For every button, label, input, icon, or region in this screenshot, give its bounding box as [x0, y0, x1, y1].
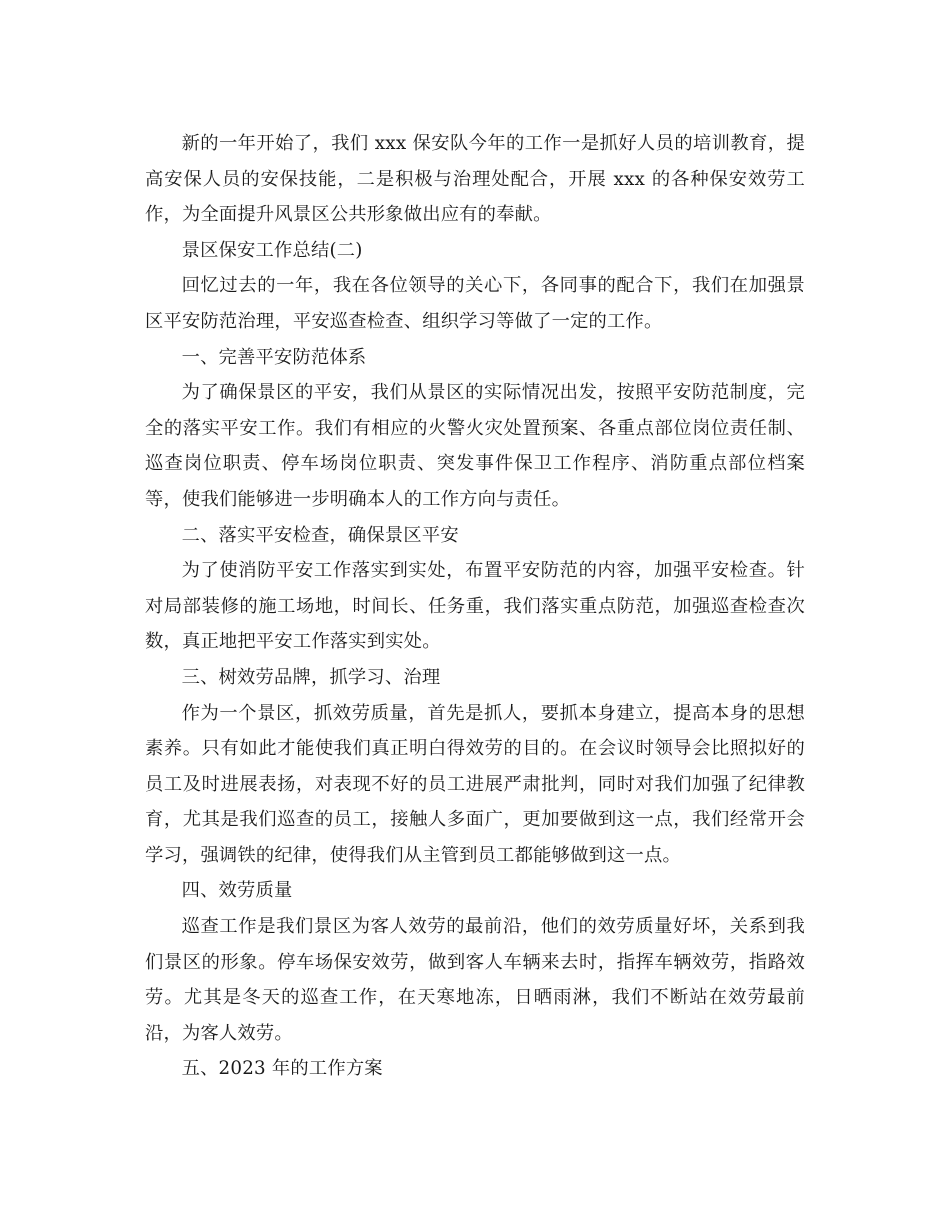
section-title: 景区保安工作总结(二)	[181, 239, 363, 261]
paragraph-1: 为了确保景区的平安，我们从景区的实际情况出发，按照平安防范制度，完全的落实平安工作。我们有相应的火警火灾处置预案、各重点部位岗位责任制、巡查岗位职责、停车场岗位职责、突发事件保卫工作程序、消防重点部位档案等，使我们能够进一步明确本人的工作方向与责任。	[145, 382, 805, 510]
heading-2: 二、落实平安检查，确保景区平安	[181, 524, 459, 546]
paragraph-intro: 新的一年开始了，我们 xxx 保安队今年的工作一是抓好人员的培训教育，提高安保人员的安保技能，二是积极与治理处配合，开展 xxx 的各种保安效劳工作，为全面提升风景区公共形象做出应有的奉献。	[145, 133, 805, 226]
heading-3: 三、树效劳品牌，抓学习、治理	[181, 666, 441, 688]
paragraph-4: 巡查工作是我们景区为客人效劳的最前沿，他们的效劳质量好坏，关系到我们景区的形象。停车场保安效劳，做到客人车辆来去时，指挥车辆效劳，指路效劳。尤其是冬天的巡查工作，在天寒地冻，日晒雨淋，我们不断站在效劳最前沿，为客人效劳。	[145, 916, 805, 1044]
heading-5: 五、2023 年的工作方案	[181, 1058, 383, 1080]
paragraph-3: 作为一个景区，抓效劳质量，首先是抓人，要抓本身建立，提高本身的思想素养。只有如此才能使我们真正明白得效劳的目的。在会议时领导会比照拟好的员工及时进展表扬，对表现不好的员工进展严肃批判，同时对我们加强了纪律教育，尤其是我们巡查的员工，接触人多面广，更加要做到这一点，我们经常开会学习，强调铁的纪律，使得我们从主管到员工都能够做到这一点。	[145, 702, 805, 866]
paragraph-review: 回忆过去的一年，我在各位领导的关心下，各同事的配合下，我们在加强景区平安防范治理，平安巡查检查、组织学习等做了一定的工作。	[145, 275, 805, 332]
heading-4: 四、效劳质量	[181, 880, 293, 902]
paragraph-2: 为了使消防平安工作落实到实处，布置平安防范的内容，加强平安检查。针对局部装修的施工场地，时间长、任务重，我们落实重点防范，加强巡查检查次数，真正地把平安工作落实到实处。	[145, 560, 805, 653]
heading-1: 一、完善平安防范体系	[181, 346, 367, 368]
document-body	[145, 126, 805, 1087]
